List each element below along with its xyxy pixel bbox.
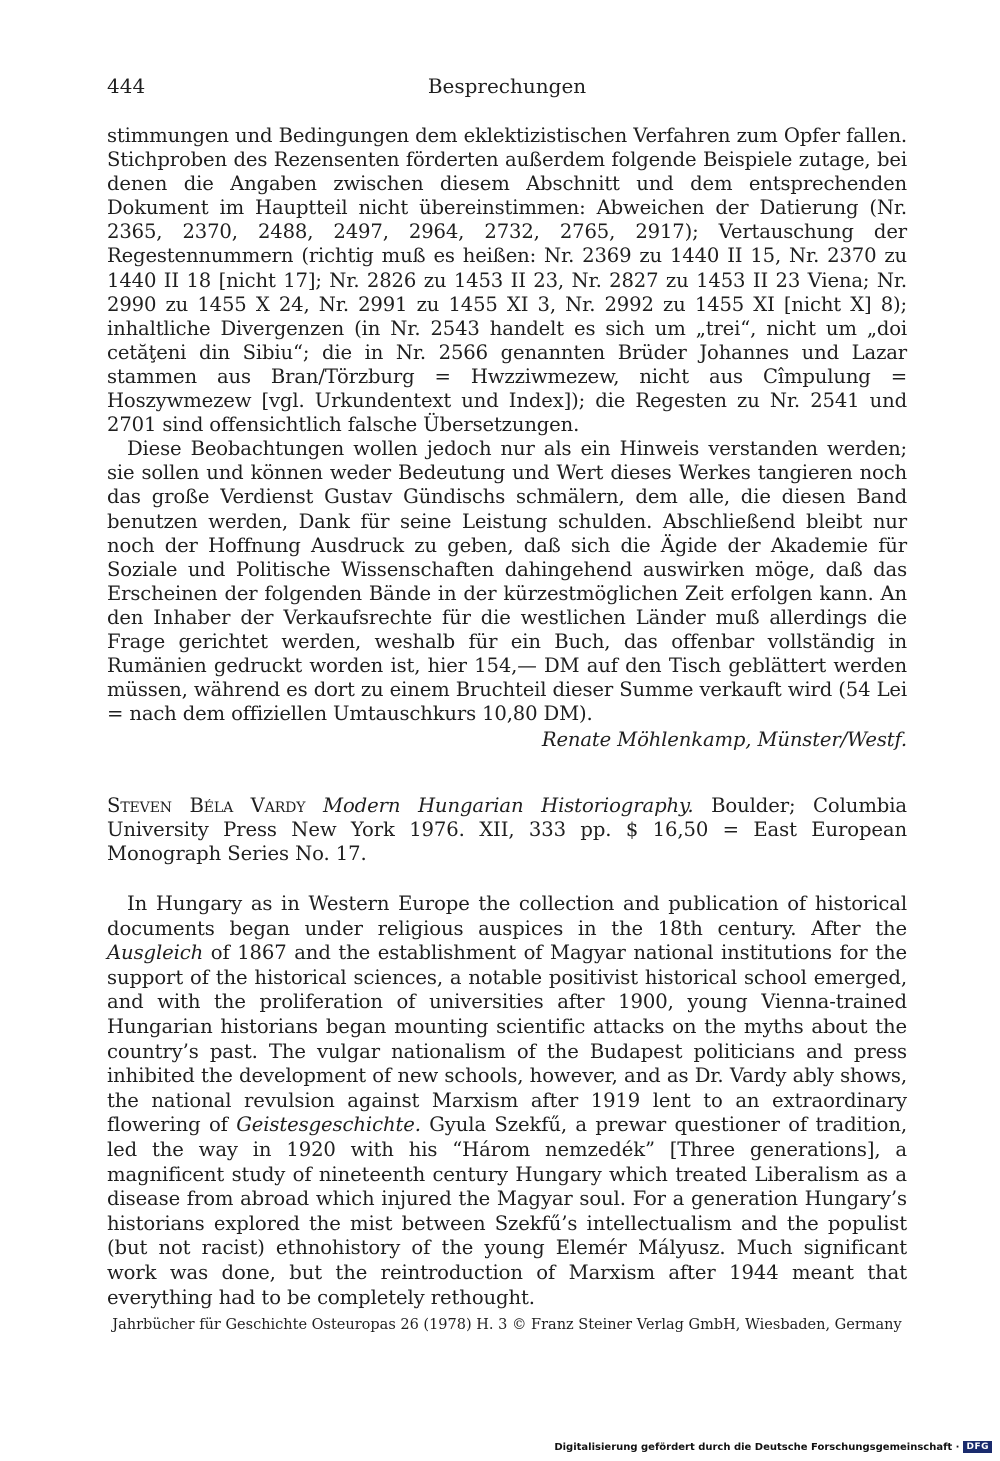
page-number: 444 <box>107 74 146 98</box>
digitization-text: Digitalisierung gefördert durch die Deutsche Forschungsgemeinschaft · <box>554 1441 960 1453</box>
book-bibliographic-details: Boulder; Columbia University Press New York 1976. XII, 333 pp. $ 16,50 = East European Monograph Series No. 17. <box>107 794 907 866</box>
continued-review <box>107 124 907 752</box>
book-title: Modern Hungarian Historiography. <box>323 794 694 817</box>
review-italic-ausgleich: Ausgleich <box>107 941 204 965</box>
review-text-2: of 1867 and the establishment of Magyar national institutions for the support of the historical sciences, a notable positivist historical school emerged, and with the proliferation of universities after 1900, young Vienna-trained Hungarian historians began mounting scientific attacks on the myths about the country’s past. The vulgar nationalism of the Budapest politicians and press inhibited the development of new schools, however, and as Dr. Vardy ably shows, the national revulsion against Marxism after 1919 lent to an extraordinary flowering of <box>107 941 907 1137</box>
digitization-notice <box>554 1441 992 1453</box>
continued-paragraph-1: stimmungen und Bedingungen dem eklektizistischen Verfahren zum Opfer fallen. Stichproben des Rezensenten förderten außerdem folgende Beispiele zutage, bei denen die Angaben zwischen diesem Abschnitt und dem entsprechenden Dokument im Hauptteil nicht übereinstimmen: Abweichen der Datierung (Nr. 2365, 2370, 2488, 2497, 2964, 2732, 2765, 2917); Vertauschung der Regestennummern (richtig muß es heißen: Nr. 2369 zu 1440 II 15, Nr. 2370 zu 1440 II 18 [nicht 17]; Nr. 2826 zu 1453 II 23, Nr. 2827 zu 1453 II 23 Viena; Nr. 2990 zu 1455 X 24, Nr. 2991 zu 1455 XI 3, Nr. 2992 zu 1455 XI [nicht X] 8); inhaltliche Divergenzen (in Nr. 2543 handelt es sich um „trei“, nicht um „doi cetăţeni din Sibiu“; die in Nr. 2566 genannten Brüder Johannes und Lazar stammen aus Bran/Törzburg = Hwzziwmezew, nicht aus Cîmpulung = Hoszywmezew [vgl. Urkundentext und Index]); die Regesten zu Nr. 2541 und 2701 sind offensichtlich falsche Übersetzungen. <box>107 124 907 437</box>
page-header <box>107 74 907 104</box>
review-italic-geistesgeschichte: Geistesgeschichte. <box>236 1113 421 1137</box>
review-text-1: In Hungary as in Western Europe the collection and publication of historical documents began under religious auspices in the 18th century. After the <box>107 892 907 940</box>
review-body <box>107 892 907 1310</box>
reviewer-signature: Renate Möhlenkamp, Münster/Westf. <box>541 728 907 752</box>
review-text-3: Gyula Szekfű, a prewar questioner of tradition, led the way in 1920 with his “Három nemzedék” [Three generations], a magnificent study of nineteenth century Hungary which treated Liberalism as a disease from abroad which injured the Magyar soul. For a generation Hungary’s historians explored the mist between Szekfű’s intellectualism and the populist (but not racist) ethnohistory of the young Elemér Mályusz. Much significant work was done, but the reintroduction of Marxism after 1944 meant that everything had to be completely rethought. <box>107 1113 907 1309</box>
running-head: Besprechungen <box>427 74 587 98</box>
continued-paragraph-2: Diese Beobachtungen wollen jedoch nur als ein Hinweis verstanden werden; sie sollen und können weder Bedeutung und Wert dieses Werkes tangieren noch das große Verdienst Gustav Gündischs schmälern, dem alle, die diesen Band benutzen werden, Dank für seine Leistung schulden. Abschließend bleibt nur noch der Hoffnung Ausdruck zu geben, daß sich die Ägide der Akademie für Soziale und Politische Wissenschaften dahingehend auswirken möge, daß das Erscheinen der folgenden Bände in der kürzestmöglichen Zeit erfolgen kann. An den Inhaber der Verkaufsrechte für die westlichen Länder muß allerdings die Frage gerichtet werden, weshalb für ein Buch, das offenbar vollständig in Rumänien gedruckt worden ist, hier 154,— DM auf den Tisch geblättert werden müssen, während es dort zu einem Bruchteil dieser Summe verkauft wird (54 Lei = nach dem offiziellen Umtauschkurs 10,80 DM). <box>107 437 907 726</box>
dfg-logo-icon: DFG <box>963 1441 992 1453</box>
journal-footer: Jahrbücher für Geschichte Osteuropas 26 (1978) H. 3 © Franz Steiner Verlag GmbH, Wiesbaden, Germany <box>112 1317 902 1333</box>
review-citation <box>107 794 907 866</box>
book-author: Steven Béla Vardy <box>107 794 306 817</box>
